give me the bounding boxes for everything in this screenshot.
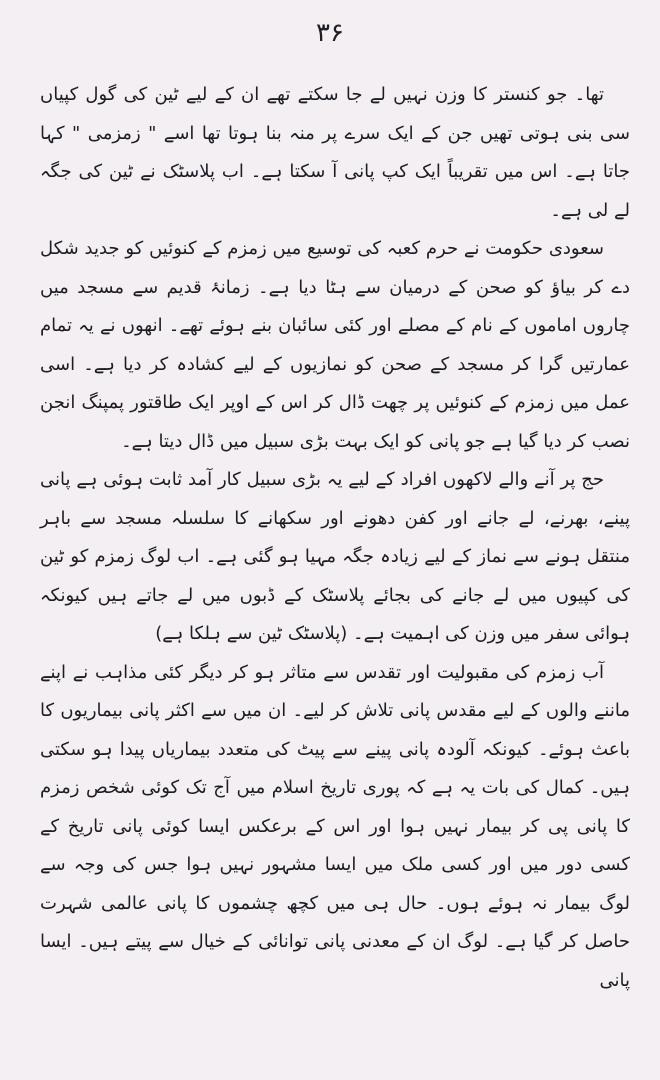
paragraph-4: آب زمزم کی مقبولیت اور تقدس سے متاثر ہو کر دیگر کئی مذاہب نے اپنے ماننے والوں کے لیے مقدس پانی تلاش کر لیے۔ ان میں سے اکثر پانی بیماریوں کا باعث ہوئے۔ کیونکہ آلودہ پانی پینے سے پیٹ کی متعدد بیماریاں پیدا ہو سکتی ہیں۔ کمال کی بات یہ ہے کہ پوری تاریخ اسلام میں آج تک کوئی شخص زمزم کا پانی پی کر بیمار نہیں ہوا اور اس کے برعکس ایسا کوئی پانی تاریخ کے کسی دور میں اور کسی ملک میں ایسا مشہور نہیں ہوا جس کی وجہ سے لوگ بیمار نہ ہوئے ہوں۔ حال ہی میں کچھ چشموں کا پانی عالمی شہرت حاصل کر گیا ہے۔ لوگ ان کے معدنی پانی توانائی کے خیال سے پیتے ہیں۔ ایسا پانی <box>40 661 630 991</box>
page-body <box>40 76 630 1000</box>
paragraph-1: تھا۔ جو کنستر کا وزن نہیں لے جا سکتے تھے ان کے لیے ٹین کی گول کپیاں سی بنی ہوتی تھیں جن کے ایک سرے پر منہ بنا ہوتا تھا اسے " زمزمی " کہا جاتا ہے۔ اس میں تقریباً ایک کپ پانی آ سکتا ہے۔ اب پلاسٹک نے ٹین کی جگہ لے لی ہے۔ <box>40 84 630 221</box>
paragraph-3: حج پر آنے والے لاکھوں افراد کے لیے یہ بڑی سبیل کار آمد ثابت ہوئی ہے پانی پینے، بھرنے، لے جانے اور کفن دھونے اور سکھانے کا سلسلہ مسجد سے باہر منتقل ہونے سے نماز کے لیے زیادہ جگہ مہیا ہو گئی ہے۔ اب لوگ زمزم کو ٹین کی کپیوں میں لے جانے کی بجائے پلاسٹک کے ڈبوں میں لے جاتے ہیں کیونکہ ہوائی سفر میں وزن کی اہمیت ہے۔ (پلاسٹک ٹین سے ہلکا ہے) <box>40 469 630 644</box>
paragraph-2: سعودی حکومت نے حرم کعبہ کی توسیع میں زمزم کے کنوئیں کو جدید شکل دے کر بیاؤ کو صحن کے درمیان سے ہٹا دیا ہے۔ زمانۂ قدیم سے مسجد میں چاروں اماموں کے نام کے مصلے اور کئی سائبان بنے ہوئے تھے۔ انھوں نے یہ تمام عمارتیں گرا کر مسجد کے صحن کو نمازیوں کے لیے کشادہ کر دیا ہے۔ اسی عمل میں زمزم کے کنوئیں پر چھت ڈال کر اس کے اوپر ایک طاقتور پمپنگ انجن نصب کر دیا گیا ہے جو پانی کو ایک بہت بڑی سبیل میں ڈال دیتا ہے۔ <box>40 238 630 452</box>
page-number: ۳۶ <box>316 18 344 48</box>
